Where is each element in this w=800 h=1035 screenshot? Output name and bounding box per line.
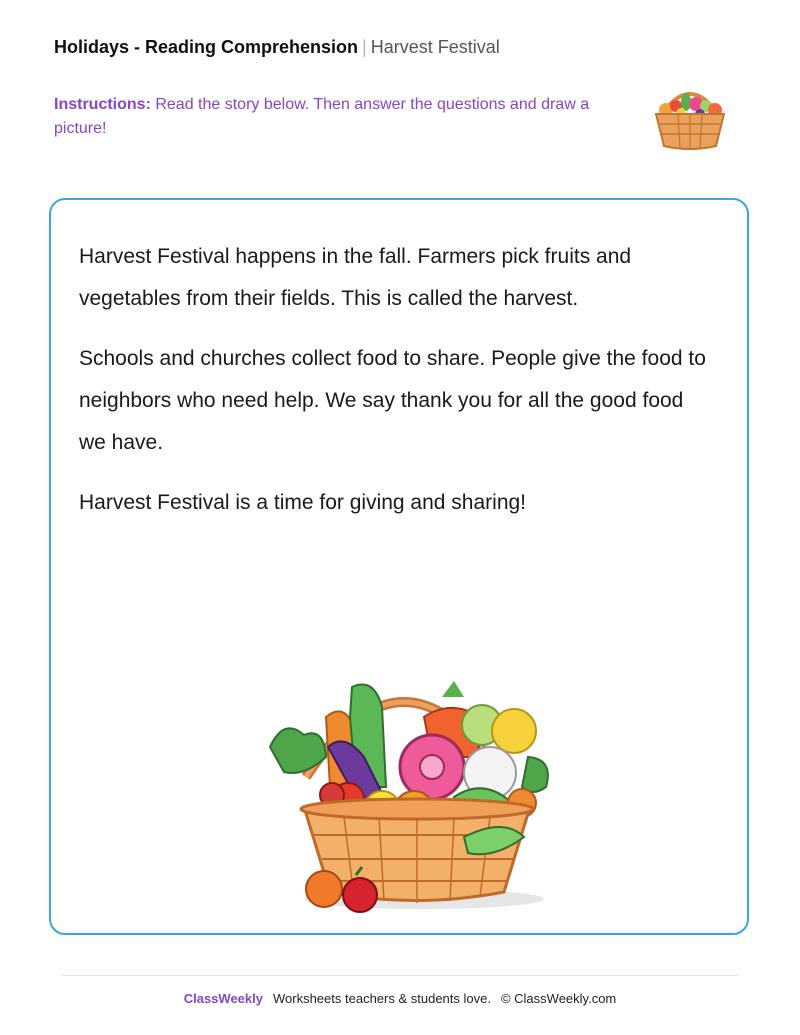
header-separator: | bbox=[362, 37, 367, 57]
worksheet-title: Holidays - Reading Comprehension bbox=[54, 37, 359, 57]
story-text bbox=[79, 236, 709, 542]
footer-divider bbox=[62, 975, 738, 976]
footer-copyright: © ClassWeekly.com bbox=[500, 991, 617, 1006]
harvest-basket-illustration bbox=[264, 647, 554, 917]
story-paragraph-1: Harvest Festival happens in the fall. Farmers pick fruits and vegetables from their fields. This is called the harvest. bbox=[79, 245, 632, 310]
story-paragraph-2: Schools and churches collect food to share. People give the food to neighbors who need help. We say thank you for all the good food we have. bbox=[79, 347, 706, 454]
footer bbox=[0, 991, 800, 1006]
instructions bbox=[54, 93, 614, 141]
story-paragraph-3: Harvest Festival is a time for giving and sharing! bbox=[79, 491, 527, 514]
instructions-text: Read the story below. Then answer the questions and draw a picture! bbox=[54, 96, 590, 137]
instructions-label: Instructions: bbox=[54, 96, 151, 113]
footer-brand: ClassWeekly bbox=[183, 991, 263, 1006]
worksheet-topic: Harvest Festival bbox=[370, 37, 500, 57]
worksheet-header bbox=[54, 37, 500, 58]
footer-tagline: Worksheets teachers & students love. bbox=[272, 991, 491, 1006]
story-box bbox=[49, 198, 749, 935]
harvest-basket-icon bbox=[648, 80, 732, 152]
